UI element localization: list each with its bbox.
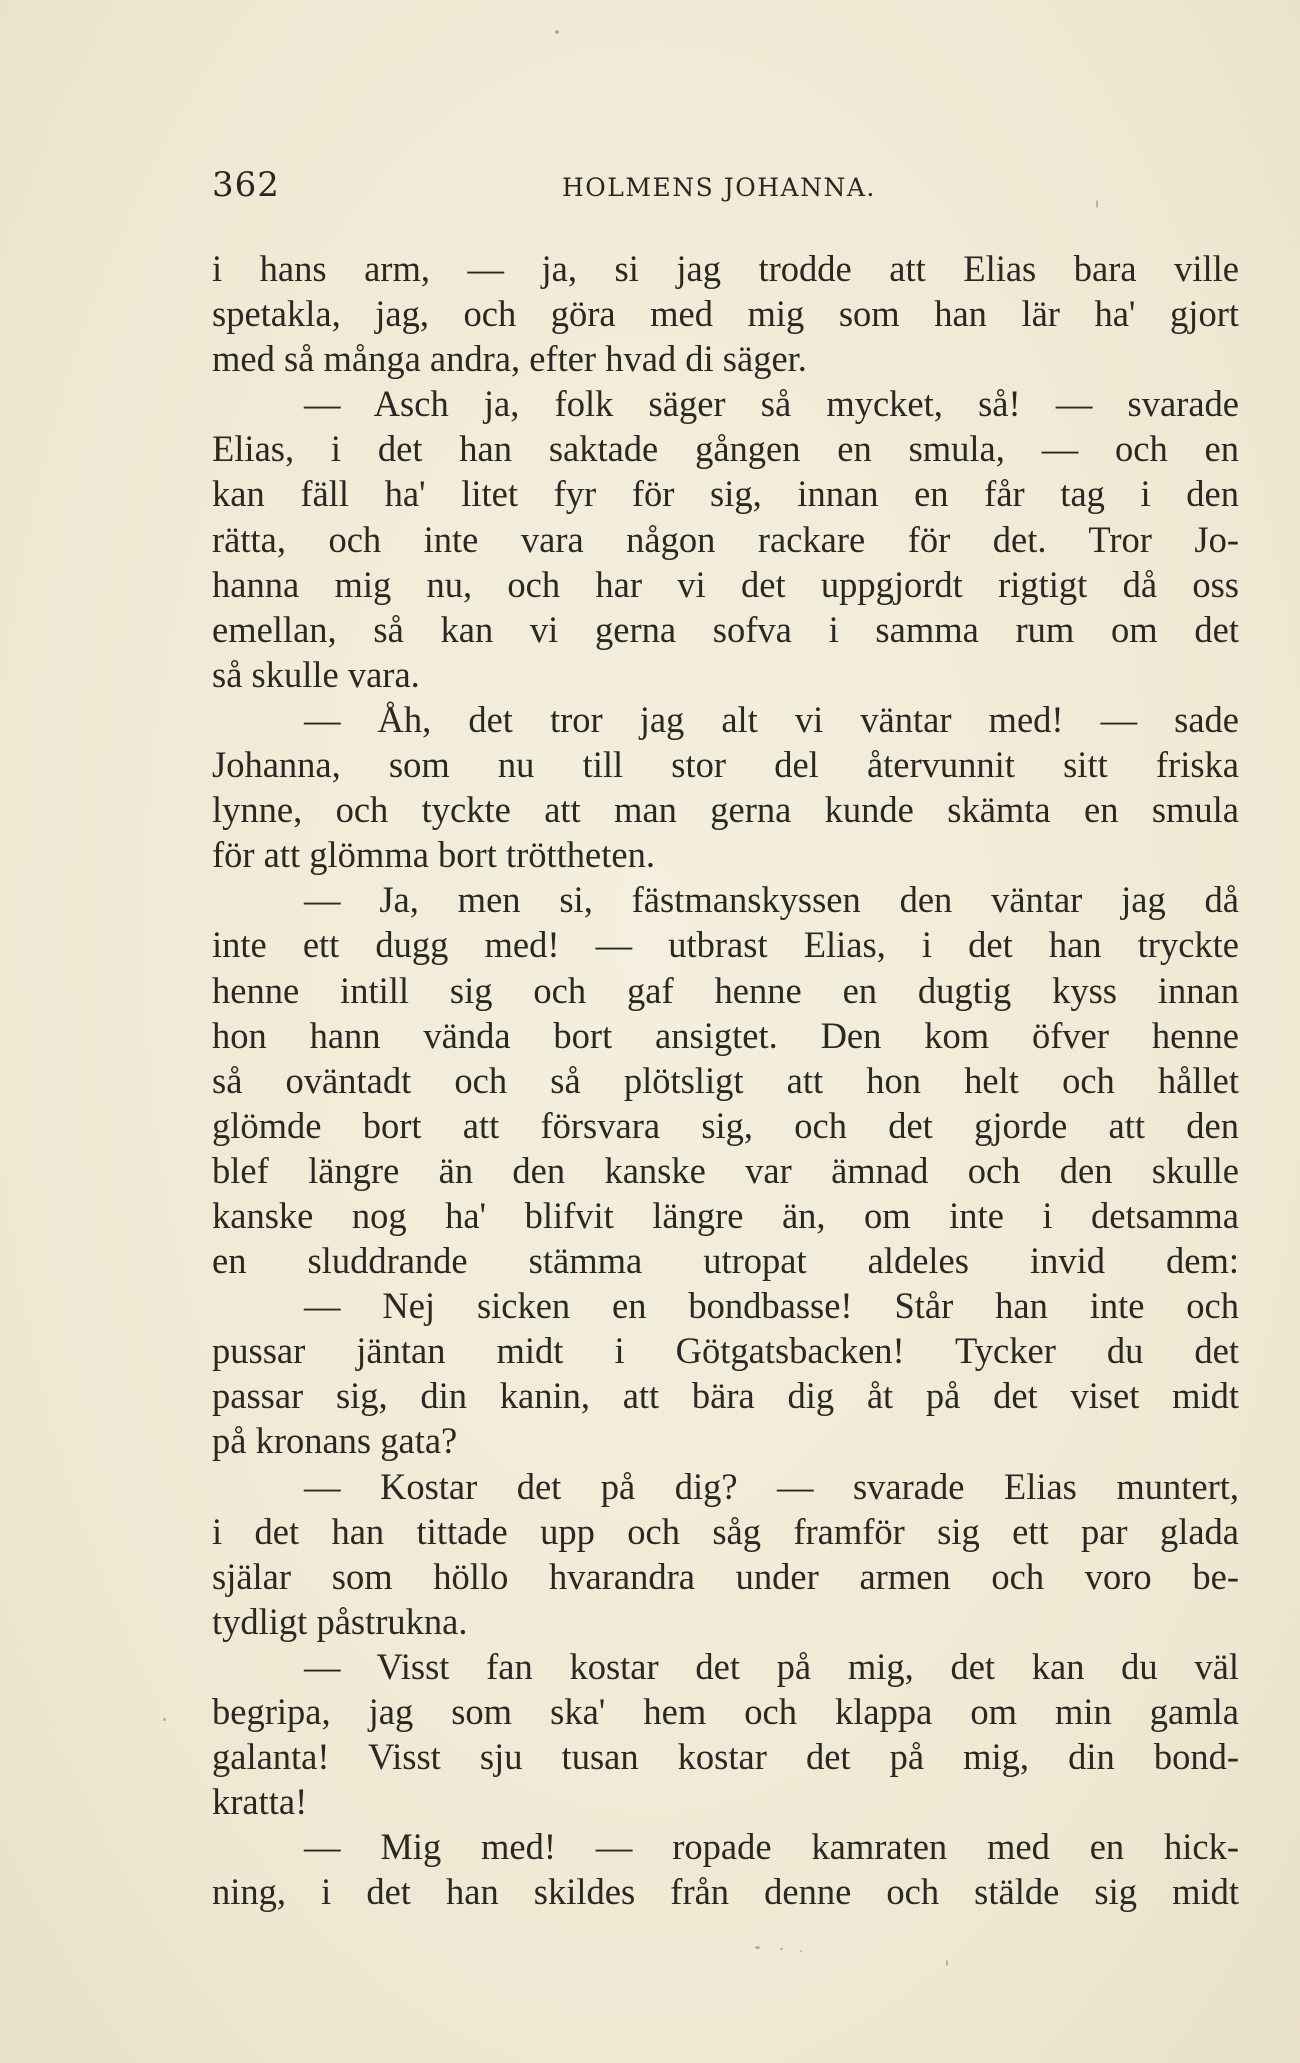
- text-line: passar sig, din kanin, att bära dig åt på det viset midt: [212, 1375, 1239, 1417]
- paper-speck: [755, 1946, 760, 1949]
- paper-speck: [780, 1948, 783, 1950]
- running-head: [212, 165, 1244, 213]
- text-line: Johanna, som nu till stor del återvunnit sitt friska: [212, 744, 1239, 786]
- text-line: blef längre än den kanske var ämnad och den skulle: [212, 1149, 1239, 1191]
- text-line: — Kostar det på dig? — svarade Elias muntert,: [304, 1465, 1239, 1507]
- text-line: inte ett dugg med! — utbrast Elias, i det han tryckte: [212, 924, 1239, 966]
- text-line: så oväntadt och så plötsligt att hon helt och hållet: [212, 1059, 1239, 1101]
- text-line: på kronans gata?: [212, 1420, 458, 1462]
- text-line: — Asch ja, folk säger så mycket, så! — svarade: [304, 383, 1239, 425]
- text-line: begripa, jag som ska' hem och klappa om min gamla: [212, 1691, 1239, 1732]
- text-line: ning, i det han skildes från denne och stälde sig midt: [212, 1871, 1239, 1913]
- paper-speck: [800, 1950, 802, 1952]
- page-number: 362: [212, 165, 280, 205]
- paper-speck: [555, 30, 559, 34]
- text-line: själar som höllo hvarandra under armen och voro be-: [212, 1555, 1239, 1597]
- text-line: lynne, och tyckte att man gerna kunde skämta en smula: [212, 789, 1239, 831]
- text-line: kanske nog ha' blifvit längre än, om inte i detsamma: [212, 1194, 1239, 1236]
- text-line: henne intill sig och gaf henne en dugtig kyss innan: [212, 969, 1239, 1011]
- text-line: — Ja, men si, fästmanskyssen den väntar jag då: [304, 879, 1239, 921]
- text-line: tydligt påstrukna.: [212, 1600, 468, 1642]
- paper-speck: [946, 1960, 948, 1966]
- text-line: hanna mig nu, och har vi det uppgjordt rigtigt då oss: [212, 563, 1239, 605]
- text-line: kratta!: [212, 1781, 308, 1823]
- text-line: — Visst fan kostar det på mig, det kan du väl: [304, 1645, 1239, 1687]
- text-line: i hans arm, — ja, si jag trodde att Elias bara ville: [212, 248, 1239, 289]
- text-line: — Nej sicken en bondbasse! Står han inte och: [304, 1285, 1239, 1327]
- text-line: en sluddrande stämma utropat aldeles invid dem:: [212, 1240, 1239, 1282]
- text-line: emellan, så kan vi gerna sofva i samma rum om det: [212, 608, 1239, 650]
- body-text: [212, 246, 1239, 1914]
- running-title: HOLMENS JOHANNA.: [562, 173, 876, 202]
- text-line: — Mig med! — ropade kamraten med en hick-: [304, 1826, 1239, 1868]
- paper-speck: [163, 1718, 166, 1721]
- text-line: — Åh, det tror jag alt vi väntar med! — sade: [304, 698, 1239, 740]
- text-line: med så många andra, efter hvad di säger.: [212, 338, 807, 380]
- text-line: för att glömma bort tröttheten.: [212, 834, 655, 876]
- text-line: galanta! Visst sju tusan kostar det på mig, din bond-: [212, 1736, 1239, 1778]
- text-line: i det han tittade upp och såg framför sig ett par glada: [212, 1510, 1239, 1552]
- text-line: glömde bort att försvara sig, och det gjorde att den: [212, 1104, 1239, 1146]
- text-line: kan fäll ha' litet fyr för sig, innan en får tag i den: [212, 473, 1239, 515]
- text-line: hon hann vända bort ansigtet. Den kom öfver henne: [212, 1014, 1239, 1056]
- text-line: pussar jäntan midt i Götgatsbacken! Tycker du det: [212, 1330, 1239, 1372]
- text-line: Elias, i det han saktade gången en smula, — och en: [212, 428, 1239, 470]
- text-line: spetakla, jag, och göra med mig som han lär ha' gjort: [212, 293, 1239, 335]
- text-line: så skulle vara.: [212, 653, 420, 695]
- paper-speck: [1096, 200, 1098, 208]
- text-line: rätta, och inte vara någon rackare för det. Tror Jo-: [212, 518, 1239, 560]
